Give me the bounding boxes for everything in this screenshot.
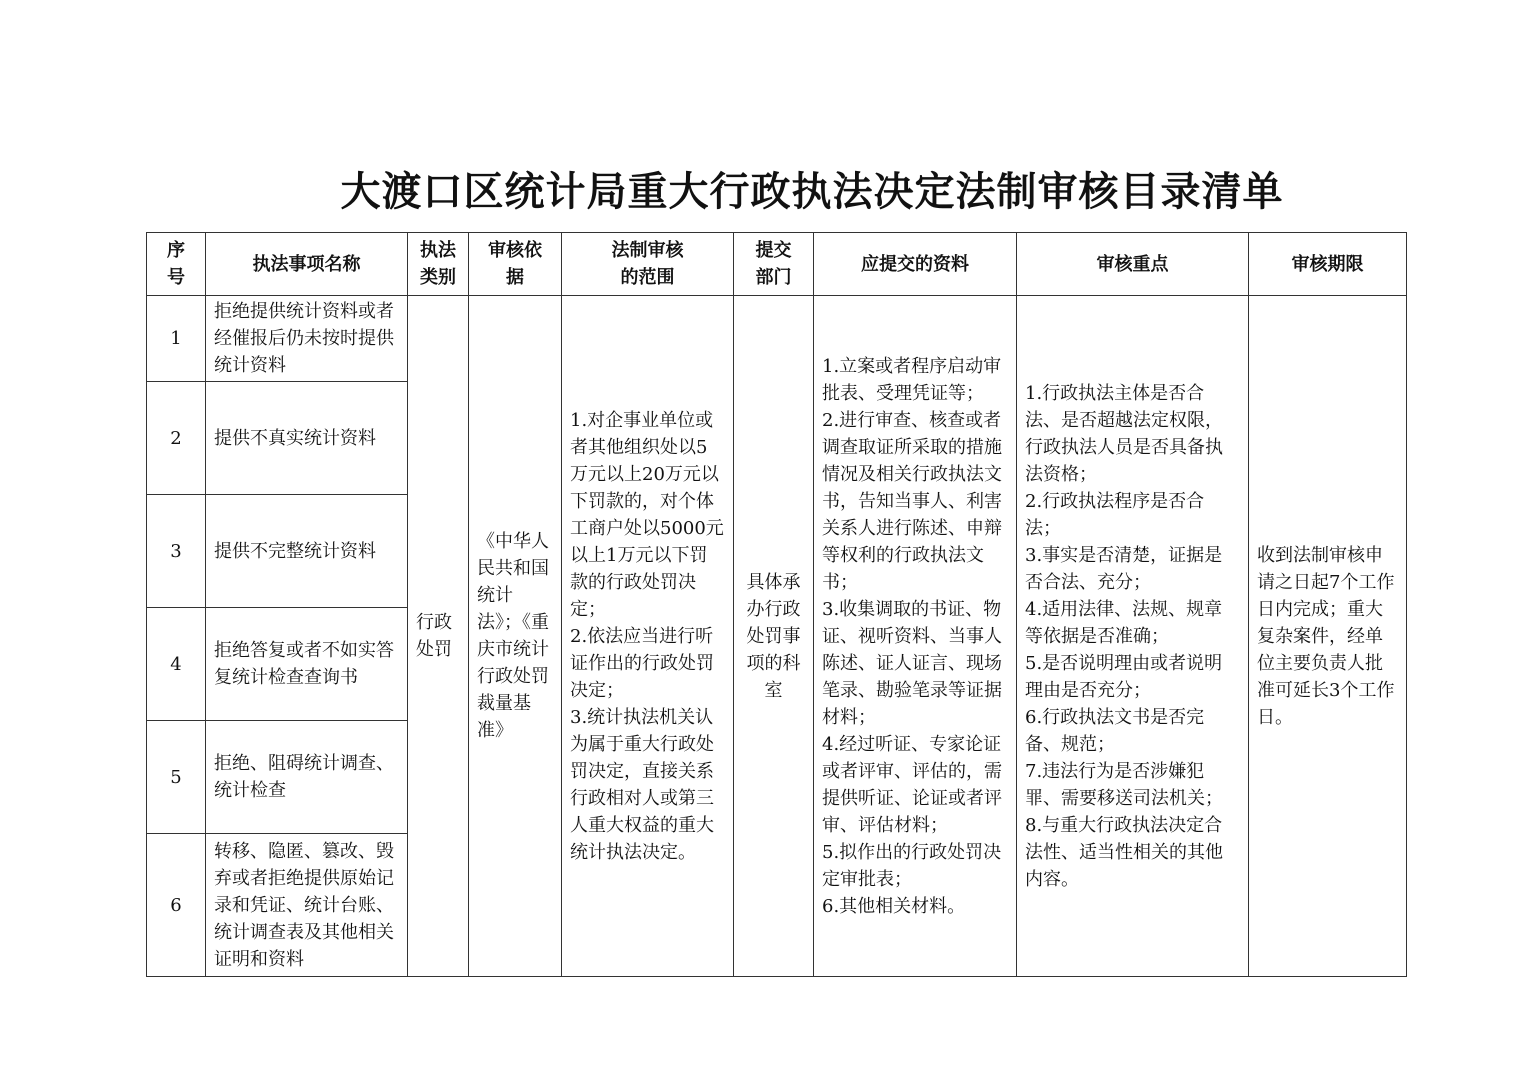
enforcement-category: 行政处罚 xyxy=(408,296,469,977)
row-seq: 2 xyxy=(147,382,206,495)
header-seq: 序 号 xyxy=(147,233,206,296)
header-basis: 审核依 据 xyxy=(469,233,562,296)
header-row xyxy=(147,233,1407,296)
header-category: 执法 类别 xyxy=(408,233,469,296)
row-seq: 4 xyxy=(147,608,206,721)
row-item-name: 拒绝、阻碍统计调查、统计检查 xyxy=(206,721,408,834)
row-item-name: 提供不完整统计资料 xyxy=(206,495,408,608)
row-item-name: 拒绝提供统计资料或者经催报后仍未按时提供统计资料 xyxy=(206,296,408,382)
audit-deadline: 收到法制审核申请之日起7个工作日内完成；重大复杂案件，经单位主要负责人批准可延长3个工作日。 xyxy=(1249,296,1407,977)
audit-basis: 《中华人民共和国统计法》；《重庆市统计行政处罚裁量基准》 xyxy=(469,296,562,977)
header-deadline: 审核期限 xyxy=(1249,233,1407,296)
submitting-dept: 具体承办行政处罚事项的科室 xyxy=(734,296,814,977)
audit-scope: 1.对企事业单位或者其他组织处以5万元以上20万元以下罚款的，对个体工商户处以5000元以上1万元以下罚款的行政处罚决定； 2.依法应当进行听证作出的行政处罚决定； 3.统计执法机关认为属于重大行政处罚决定，直接关系行政相对人或第三人重大权益的重大统计执法决定。 xyxy=(562,296,734,977)
row-item-name: 提供不真实统计资料 xyxy=(206,382,408,495)
header-focus: 审核重点 xyxy=(1017,233,1249,296)
row-item-name: 拒绝答复或者不如实答复统计检查查询书 xyxy=(206,608,408,721)
table-row xyxy=(147,296,1407,382)
header-scope: 法制审核 的范围 xyxy=(562,233,734,296)
row-seq: 1 xyxy=(147,296,206,382)
row-item-name: 转移、隐匿、篡改、毁弃或者拒绝提供原始记录和凭证、统计台账、统计调查表及其他相关证明和资料 xyxy=(206,834,408,977)
row-seq: 6 xyxy=(147,834,206,977)
audit-catalog-table xyxy=(146,232,1407,977)
row-seq: 5 xyxy=(147,721,206,834)
header-materials: 应提交的资料 xyxy=(814,233,1017,296)
header-dept: 提交 部门 xyxy=(734,233,814,296)
row-seq: 3 xyxy=(147,495,206,608)
required-materials: 1.立案或者程序启动审批表、受理凭证等； 2.进行审查、核查或者调查取证所采取的措施情况及相关行政执法文书，告知当事人、利害关系人进行陈述、申辩等权利的行政执法文书； 3.收集调取的书证、物证、视听资料、当事人陈述、证人证言、现场笔录、勘验笔录等证据材料； 4.经过听证、专家论证或者评审、评估的，需提供听证、论证或者评审、评估材料； 5.拟作出的行政处罚决定审批表； 6.其他相关材料。 xyxy=(814,296,1017,977)
page-title: 大渡口区统计局重大行政执法决定法制审核目录清单 xyxy=(340,168,1284,215)
audit-focus: 1.行政执法主体是否合法、是否超越法定权限，行政执法人员是否具备执法资格； 2.行政执法程序是否合法； 3.事实是否清楚，证据是否合法、充分； 4.适用法律、法规、规章等依据是否准确； 5.是否说明理由或者说明理由是否充分； 6.行政执法文书是否完备、规范； 7.违法行为是否涉嫌犯罪、需要移送司法机关； 8.与重大行政执法决定合法性、适当性相关的其他内容。 xyxy=(1017,296,1249,977)
header-name: 执法事项名称 xyxy=(206,233,408,296)
